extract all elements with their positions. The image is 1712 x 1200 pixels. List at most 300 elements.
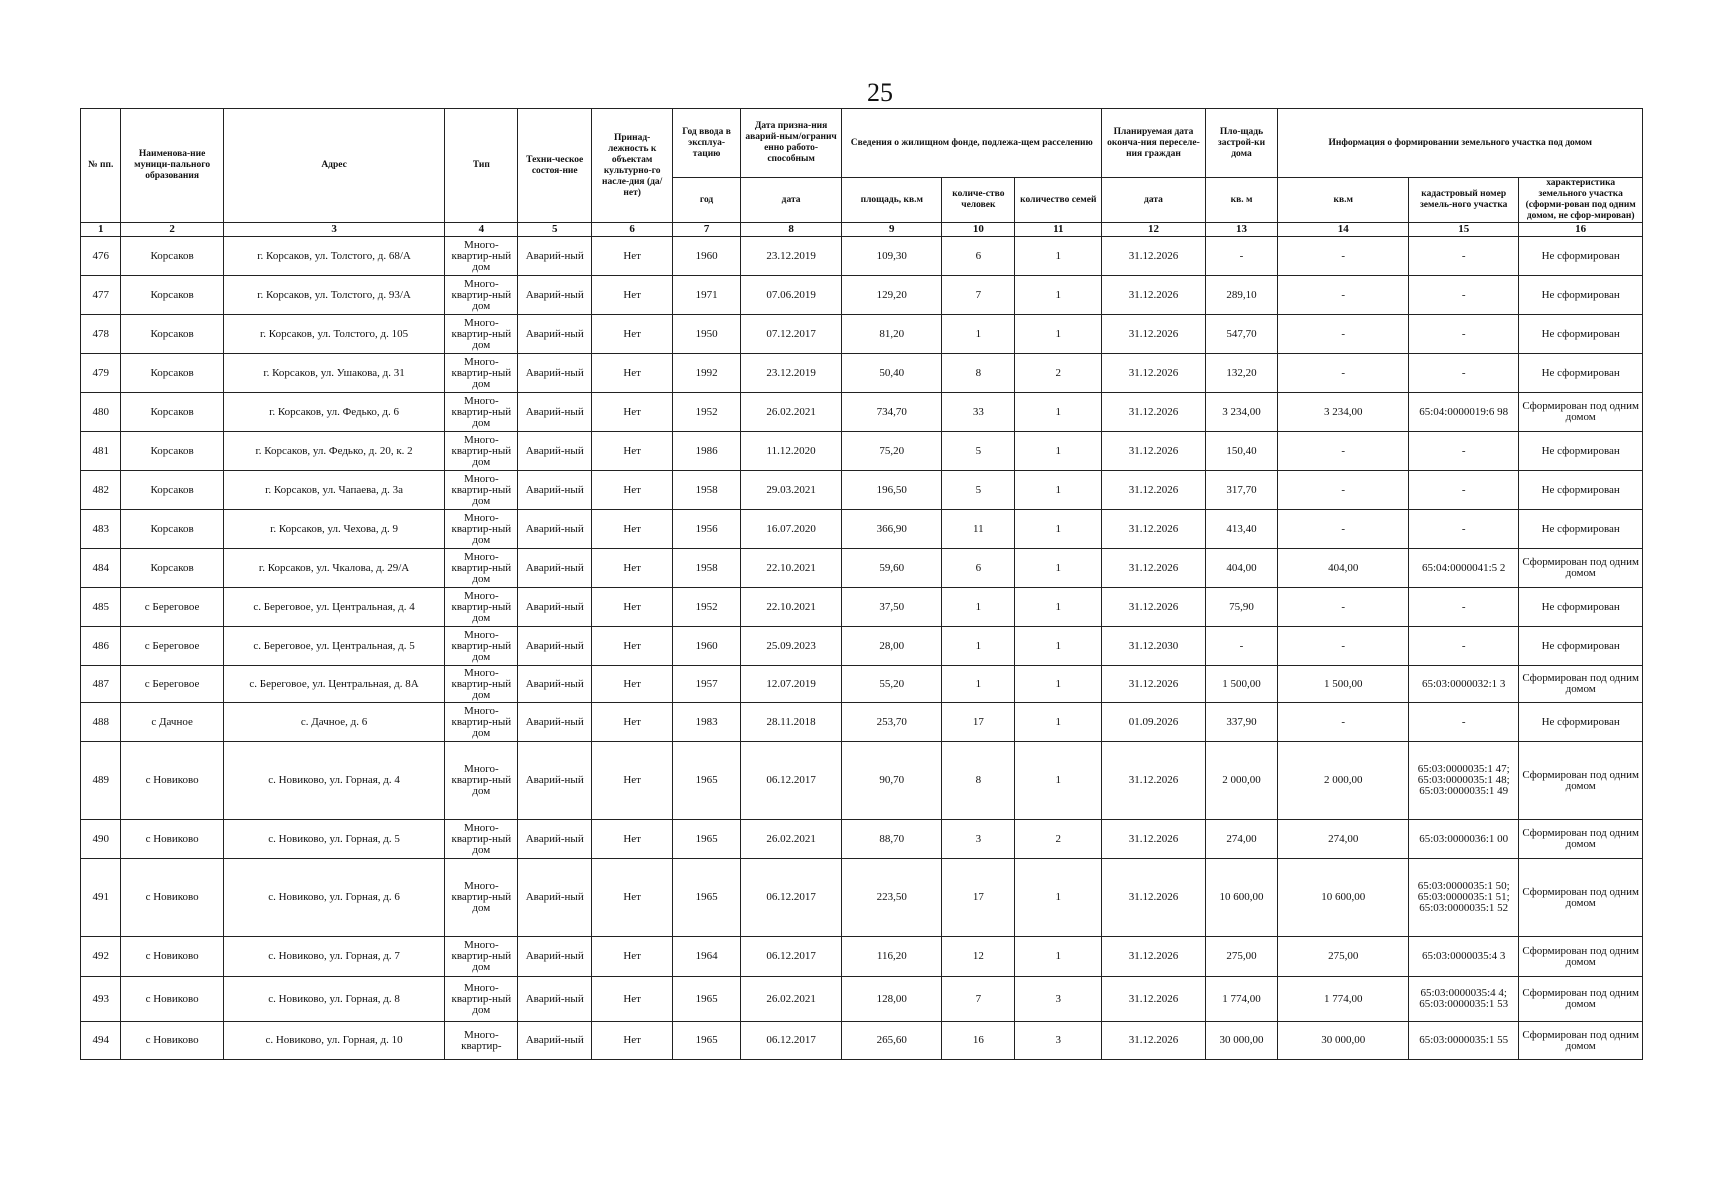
tech-state-cell: Аварий-ный (518, 510, 592, 549)
characteristic-cell: Сформирован под одним домом (1519, 549, 1643, 588)
families-cell: 3 (1015, 1022, 1102, 1060)
families-cell: 1 (1015, 276, 1102, 315)
recognition-date-cell: 26.02.2021 (740, 393, 841, 432)
built-area-cell: 3 234,00 (1205, 393, 1278, 432)
column-number: 6 (592, 223, 673, 237)
people-cell: 3 (942, 820, 1015, 859)
tech-state-cell: Аварий-ный (518, 859, 592, 937)
planned-date-cell: 31.12.2026 (1102, 471, 1205, 510)
area-cell: 81,20 (842, 315, 942, 354)
people-cell: 16 (942, 1022, 1015, 1060)
year-cell: 1992 (673, 354, 741, 393)
people-cell: 7 (942, 276, 1015, 315)
municipality-cell: Корсаков (121, 432, 223, 471)
year-cell: 1950 (673, 315, 741, 354)
address-cell: г. Корсаков, ул. Федько, д. 20, к. 2 (223, 432, 445, 471)
cadastral-cell: 65:03:0000035:1 50; 65:03:0000035:1 51; 65:03:0000035:1 52 (1409, 859, 1519, 937)
recognition-date-cell: 22.10.2021 (740, 588, 841, 627)
cultural-cell: Нет (592, 742, 673, 820)
type-cell: Много-квартир-ный дом (445, 627, 518, 666)
table-row (81, 703, 1643, 742)
cadastral-cell: - (1409, 703, 1519, 742)
planned-date-cell: 31.12.2026 (1102, 666, 1205, 703)
area-cell: 366,90 (842, 510, 942, 549)
header-land-group: Информация о формировании земельного участка под домом (1278, 109, 1643, 178)
built-area-cell: 1 500,00 (1205, 666, 1278, 703)
column-number: 12 (1102, 223, 1205, 237)
characteristic-cell: Не сформирован (1519, 471, 1643, 510)
year-cell: 1960 (673, 237, 741, 276)
year-cell: 1965 (673, 1022, 741, 1060)
planned-date-cell: 31.12.2026 (1102, 742, 1205, 820)
families-cell: 1 (1015, 549, 1102, 588)
characteristic-cell: Сформирован под одним домом (1519, 1022, 1643, 1060)
land-area-cell: - (1278, 627, 1409, 666)
row-number: 491 (81, 859, 121, 937)
families-cell: 1 (1015, 432, 1102, 471)
address-cell: с. Новиково, ул. Горная, д. 5 (223, 820, 445, 859)
cadastral-cell: - (1409, 432, 1519, 471)
families-cell: 1 (1015, 393, 1102, 432)
planned-date-cell: 31.12.2026 (1102, 859, 1205, 937)
type-cell: Много-квартир-ный дом (445, 393, 518, 432)
area-cell: 128,00 (842, 977, 942, 1022)
column-number: 13 (1205, 223, 1278, 237)
cultural-cell: Нет (592, 666, 673, 703)
year-cell: 1965 (673, 977, 741, 1022)
row-number: 494 (81, 1022, 121, 1060)
header-type: Тип (445, 109, 518, 223)
tech-state-cell: Аварий-ный (518, 549, 592, 588)
land-area-cell: - (1278, 703, 1409, 742)
cadastral-cell: 65:04:0000041:5 2 (1409, 549, 1519, 588)
recognition-date-cell: 06.12.2017 (740, 937, 841, 977)
address-cell: г. Корсаков, ул. Федько, д. 6 (223, 393, 445, 432)
column-number: 14 (1278, 223, 1409, 237)
families-cell: 3 (1015, 977, 1102, 1022)
address-cell: г. Корсаков, ул. Чапаева, д. 3а (223, 471, 445, 510)
header-address: Адрес (223, 109, 445, 223)
year-cell: 1983 (673, 703, 741, 742)
address-cell: с. Береговое, ул. Центральная, д. 8А (223, 666, 445, 703)
people-cell: 12 (942, 937, 1015, 977)
cadastral-cell: 65:03:0000035:4 3 (1409, 937, 1519, 977)
land-area-cell: 30 000,00 (1278, 1022, 1409, 1060)
tech-state-cell: Аварий-ный (518, 237, 592, 276)
type-cell: Много-квартир-ный дом (445, 666, 518, 703)
cultural-cell: Нет (592, 859, 673, 937)
year-cell: 1958 (673, 549, 741, 588)
column-number: 5 (518, 223, 592, 237)
tech-state-cell: Аварий-ный (518, 937, 592, 977)
built-area-cell: 2 000,00 (1205, 742, 1278, 820)
address-cell: с. Новиково, ул. Горная, д. 7 (223, 937, 445, 977)
built-area-cell: 132,20 (1205, 354, 1278, 393)
column-number: 10 (942, 223, 1015, 237)
recognition-date-cell: 11.12.2020 (740, 432, 841, 471)
tech-state-cell: Аварий-ный (518, 588, 592, 627)
recognition-date-cell: 06.12.2017 (740, 859, 841, 937)
built-area-cell: 30 000,00 (1205, 1022, 1278, 1060)
people-cell: 17 (942, 859, 1015, 937)
people-cell: 7 (942, 977, 1015, 1022)
cadastral-cell: - (1409, 276, 1519, 315)
type-cell: Много-квартир-ный дом (445, 471, 518, 510)
municipality-cell: Корсаков (121, 510, 223, 549)
type-cell: Много-квартир-ный дом (445, 937, 518, 977)
header-cadastral: кадастровый номер земель-ного участка (1409, 178, 1519, 223)
table-row (81, 354, 1643, 393)
recognition-date-cell: 22.10.2021 (740, 549, 841, 588)
type-cell: Много-квартир-ный дом (445, 510, 518, 549)
type-cell: Много-квартир-ный дом (445, 315, 518, 354)
characteristic-cell: Не сформирован (1519, 354, 1643, 393)
planned-date-cell: 31.12.2026 (1102, 549, 1205, 588)
header-recognition-group: Дата призна-ния аварий-ным/огранич енно работо-способным (740, 109, 841, 178)
planned-date-cell: 31.12.2026 (1102, 820, 1205, 859)
header-planned-date: дата (1102, 178, 1205, 223)
municipality-cell: с Дачное (121, 703, 223, 742)
cadastral-cell: - (1409, 510, 1519, 549)
table-row (81, 549, 1643, 588)
table-row (81, 315, 1643, 354)
year-cell: 1958 (673, 471, 741, 510)
header-date: дата (740, 178, 841, 223)
land-area-cell: - (1278, 276, 1409, 315)
table-row (81, 432, 1643, 471)
year-cell: 1971 (673, 276, 741, 315)
people-cell: 33 (942, 393, 1015, 432)
row-number: 487 (81, 666, 121, 703)
header-tech-state: Техни-ческое состоя-ние (518, 109, 592, 223)
built-area-cell: - (1205, 627, 1278, 666)
planned-date-cell: 31.12.2026 (1102, 354, 1205, 393)
cultural-cell: Нет (592, 588, 673, 627)
table-row (81, 1022, 1643, 1060)
table-row (81, 588, 1643, 627)
municipality-cell: Корсаков (121, 276, 223, 315)
planned-date-cell: 31.12.2026 (1102, 276, 1205, 315)
header-num: № пп. (81, 109, 121, 223)
people-cell: 6 (942, 549, 1015, 588)
municipality-cell: с Новиково (121, 1022, 223, 1060)
municipality-cell: Корсаков (121, 471, 223, 510)
type-cell: Много-квартир-ный дом (445, 820, 518, 859)
built-area-cell: 413,40 (1205, 510, 1278, 549)
header-built-group: Пло-щадь застрой-ки дома (1205, 109, 1278, 178)
land-area-cell: - (1278, 315, 1409, 354)
built-area-cell: 547,70 (1205, 315, 1278, 354)
address-cell: с. Дачное, д. 6 (223, 703, 445, 742)
area-cell: 59,60 (842, 549, 942, 588)
recognition-date-cell: 07.06.2019 (740, 276, 841, 315)
recognition-date-cell: 12.07.2019 (740, 666, 841, 703)
type-cell: Много-квартир-ный дом (445, 432, 518, 471)
characteristic-cell: Не сформирован (1519, 276, 1643, 315)
row-number: 488 (81, 703, 121, 742)
column-number: 2 (121, 223, 223, 237)
municipality-cell: с Новиково (121, 977, 223, 1022)
characteristic-cell: Сформирован под одним домом (1519, 666, 1643, 703)
land-area-cell: - (1278, 510, 1409, 549)
characteristic-cell: Не сформирован (1519, 627, 1643, 666)
characteristic-cell: Не сформирован (1519, 703, 1643, 742)
land-area-cell: 404,00 (1278, 549, 1409, 588)
header-year: год (673, 178, 741, 223)
characteristic-cell: Сформирован под одним домом (1519, 937, 1643, 977)
row-number: 481 (81, 432, 121, 471)
table-row (81, 393, 1643, 432)
municipality-cell: с Береговое (121, 666, 223, 703)
area-cell: 55,20 (842, 666, 942, 703)
row-number: 478 (81, 315, 121, 354)
cadastral-cell: - (1409, 237, 1519, 276)
year-cell: 1986 (673, 432, 741, 471)
year-cell: 1956 (673, 510, 741, 549)
column-number: 1 (81, 223, 121, 237)
people-cell: 5 (942, 432, 1015, 471)
type-cell: Много-квартир-ный дом (445, 549, 518, 588)
area-cell: 37,50 (842, 588, 942, 627)
table-row (81, 471, 1643, 510)
land-area-cell: 3 234,00 (1278, 393, 1409, 432)
cadastral-cell: 65:03:0000035:1 55 (1409, 1022, 1519, 1060)
column-number: 4 (445, 223, 518, 237)
row-number: 476 (81, 237, 121, 276)
relocation-table (80, 108, 1643, 1060)
recognition-date-cell: 23.12.2019 (740, 354, 841, 393)
families-cell: 1 (1015, 315, 1102, 354)
land-area-cell: - (1278, 432, 1409, 471)
column-number: 11 (1015, 223, 1102, 237)
area-cell: 90,70 (842, 742, 942, 820)
people-cell: 6 (942, 237, 1015, 276)
tech-state-cell: Аварий-ный (518, 703, 592, 742)
tech-state-cell: Аварий-ный (518, 1022, 592, 1060)
land-area-cell: - (1278, 471, 1409, 510)
cadastral-cell: 65:04:0000019:6 98 (1409, 393, 1519, 432)
header-people: количе-ство человек (942, 178, 1015, 223)
table-row (81, 627, 1643, 666)
cultural-cell: Нет (592, 977, 673, 1022)
land-area-cell: - (1278, 237, 1409, 276)
row-number: 483 (81, 510, 121, 549)
built-area-cell: 10 600,00 (1205, 859, 1278, 937)
area-cell: 28,00 (842, 627, 942, 666)
table-row (81, 977, 1643, 1022)
families-cell: 1 (1015, 937, 1102, 977)
row-number: 486 (81, 627, 121, 666)
municipality-cell: Корсаков (121, 549, 223, 588)
tech-state-cell: Аварий-ный (518, 471, 592, 510)
families-cell: 1 (1015, 237, 1102, 276)
recognition-date-cell: 16.07.2020 (740, 510, 841, 549)
area-cell: 50,40 (842, 354, 942, 393)
built-area-cell: 337,90 (1205, 703, 1278, 742)
characteristic-cell: Сформирован под одним домом (1519, 859, 1643, 937)
recognition-date-cell: 23.12.2019 (740, 237, 841, 276)
families-cell: 2 (1015, 354, 1102, 393)
column-number: 9 (842, 223, 942, 237)
row-number: 492 (81, 937, 121, 977)
address-cell: г. Корсаков, ул. Чехова, д. 9 (223, 510, 445, 549)
cultural-cell: Нет (592, 315, 673, 354)
area-cell: 734,70 (842, 393, 942, 432)
built-area-cell: 274,00 (1205, 820, 1278, 859)
year-cell: 1964 (673, 937, 741, 977)
row-number: 477 (81, 276, 121, 315)
area-cell: 223,50 (842, 859, 942, 937)
table-row (81, 510, 1643, 549)
cadastral-cell: 65:03:0000032:1 3 (1409, 666, 1519, 703)
header-families: количество семей (1015, 178, 1102, 223)
table-row (81, 276, 1643, 315)
characteristic-cell: Не сформирован (1519, 588, 1643, 627)
area-cell: 116,20 (842, 937, 942, 977)
built-area-cell: 289,10 (1205, 276, 1278, 315)
people-cell: 8 (942, 742, 1015, 820)
families-cell: 1 (1015, 471, 1102, 510)
address-cell: с. Новиково, ул. Горная, д. 8 (223, 977, 445, 1022)
planned-date-cell: 01.09.2026 (1102, 703, 1205, 742)
cultural-cell: Нет (592, 627, 673, 666)
families-cell: 1 (1015, 859, 1102, 937)
municipality-cell: с Новиково (121, 742, 223, 820)
tech-state-cell: Аварий-ный (518, 977, 592, 1022)
characteristic-cell: Не сформирован (1519, 315, 1643, 354)
address-cell: с. Береговое, ул. Центральная, д. 4 (223, 588, 445, 627)
characteristic-cell: Сформирован под одним домом (1519, 820, 1643, 859)
people-cell: 8 (942, 354, 1015, 393)
cultural-cell: Нет (592, 393, 673, 432)
year-cell: 1952 (673, 393, 741, 432)
people-cell: 1 (942, 666, 1015, 703)
cadastral-cell: 65:03:0000035:4 4; 65:03:0000035:1 53 (1409, 977, 1519, 1022)
characteristic-cell: Не сформирован (1519, 237, 1643, 276)
address-cell: г. Корсаков, ул. Ушакова, д. 31 (223, 354, 445, 393)
tech-state-cell: Аварий-ный (518, 666, 592, 703)
planned-date-cell: 31.12.2026 (1102, 937, 1205, 977)
tech-state-cell: Аварий-ный (518, 627, 592, 666)
municipality-cell: Корсаков (121, 315, 223, 354)
families-cell: 1 (1015, 666, 1102, 703)
characteristic-cell: Не сформирован (1519, 510, 1643, 549)
land-area-cell: 275,00 (1278, 937, 1409, 977)
page-number: 25 (867, 78, 893, 107)
families-cell: 1 (1015, 510, 1102, 549)
families-cell: 1 (1015, 703, 1102, 742)
tech-state-cell: Аварий-ный (518, 820, 592, 859)
recognition-date-cell: 25.09.2023 (740, 627, 841, 666)
year-cell: 1965 (673, 742, 741, 820)
people-cell: 1 (942, 627, 1015, 666)
municipality-cell: с Новиково (121, 859, 223, 937)
characteristic-cell: Не сформирован (1519, 432, 1643, 471)
type-cell: Много-квартир-ный дом (445, 977, 518, 1022)
municipality-cell: Корсаков (121, 237, 223, 276)
table-row (81, 742, 1643, 820)
cadastral-cell: - (1409, 315, 1519, 354)
cultural-cell: Нет (592, 276, 673, 315)
area-cell: 265,60 (842, 1022, 942, 1060)
row-number: 485 (81, 588, 121, 627)
cultural-cell: Нет (592, 354, 673, 393)
table-row (81, 666, 1643, 703)
people-cell: 11 (942, 510, 1015, 549)
land-area-cell: - (1278, 354, 1409, 393)
planned-date-cell: 31.12.2026 (1102, 432, 1205, 471)
year-cell: 1957 (673, 666, 741, 703)
cultural-cell: Нет (592, 237, 673, 276)
type-cell: Много-квартир-ный дом (445, 276, 518, 315)
cultural-cell: Нет (592, 510, 673, 549)
planned-date-cell: 31.12.2030 (1102, 627, 1205, 666)
address-cell: г. Корсаков, ул. Чкалова, д. 29/А (223, 549, 445, 588)
recognition-date-cell: 26.02.2021 (740, 977, 841, 1022)
recognition-date-cell: 07.12.2017 (740, 315, 841, 354)
tech-state-cell: Аварий-ный (518, 354, 592, 393)
header-year-group: Год ввода в эксплуа-тацию (673, 109, 741, 178)
header-planned-group: Планируемая дата оконча-ния переселе-ния граждан (1102, 109, 1205, 178)
year-cell: 1965 (673, 859, 741, 937)
recognition-date-cell: 06.12.2017 (740, 742, 841, 820)
land-area-cell: 1 774,00 (1278, 977, 1409, 1022)
row-number: 490 (81, 820, 121, 859)
planned-date-cell: 31.12.2026 (1102, 393, 1205, 432)
type-cell: Много-квартир-ный дом (445, 354, 518, 393)
header-land-unit: кв.м (1278, 178, 1409, 223)
address-cell: г. Корсаков, ул. Толстого, д. 105 (223, 315, 445, 354)
type-cell: Много-квартир-ный дом (445, 859, 518, 937)
cadastral-cell: 65:03:0000036:1 00 (1409, 820, 1519, 859)
type-cell: Много-квартир-ный дом (445, 703, 518, 742)
built-area-cell: 404,00 (1205, 549, 1278, 588)
built-area-cell: 1 774,00 (1205, 977, 1278, 1022)
planned-date-cell: 31.12.2026 (1102, 588, 1205, 627)
people-cell: 1 (942, 588, 1015, 627)
municipality-cell: Корсаков (121, 393, 223, 432)
row-number: 479 (81, 354, 121, 393)
tech-state-cell: Аварий-ный (518, 393, 592, 432)
municipality-cell: с Береговое (121, 588, 223, 627)
row-number: 480 (81, 393, 121, 432)
row-number: 493 (81, 977, 121, 1022)
tech-state-cell: Аварий-ный (518, 432, 592, 471)
tech-state-cell: Аварий-ный (518, 742, 592, 820)
cultural-cell: Нет (592, 471, 673, 510)
table-row (81, 237, 1643, 276)
column-number: 16 (1519, 223, 1643, 237)
tech-state-cell: Аварий-ный (518, 315, 592, 354)
municipality-cell: с Новиково (121, 820, 223, 859)
row-number: 484 (81, 549, 121, 588)
cadastral-cell: - (1409, 627, 1519, 666)
type-cell: Много-квартир-ный дом (445, 742, 518, 820)
area-cell: 253,70 (842, 703, 942, 742)
year-cell: 1960 (673, 627, 741, 666)
built-area-cell: 317,70 (1205, 471, 1278, 510)
type-cell: Много-квартир-ный дом (445, 237, 518, 276)
people-cell: 17 (942, 703, 1015, 742)
land-area-cell: - (1278, 588, 1409, 627)
cultural-cell: Нет (592, 820, 673, 859)
cadastral-cell: - (1409, 471, 1519, 510)
table-row (81, 859, 1643, 937)
land-area-cell: 10 600,00 (1278, 859, 1409, 937)
area-cell: 196,50 (842, 471, 942, 510)
families-cell: 1 (1015, 627, 1102, 666)
type-cell: Много-квартир- (445, 1022, 518, 1060)
